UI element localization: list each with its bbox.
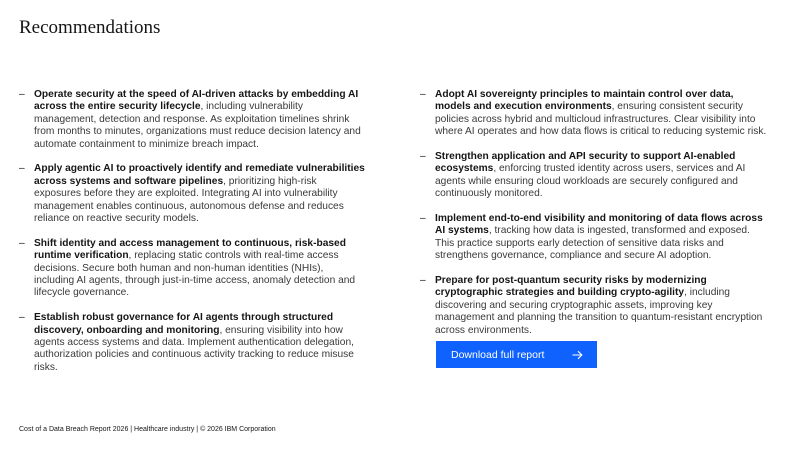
recommendation-item bbox=[420, 151, 768, 201]
recommendation-body: , ensuring visibility into how agents access systems and data. Implement authentication delegation, authorization policies and continuous activity tracking to reduce misuse risks. bbox=[34, 324, 354, 373]
recommendation-item bbox=[420, 89, 768, 139]
page-title: Recommendations bbox=[19, 17, 161, 38]
page-footer: Cost of a Data Breach Report 2026 | Healthcare industry | © 2026 IBM Corporation bbox=[19, 426, 276, 433]
recommendation-item bbox=[19, 238, 365, 300]
recommendation-lead: Adopt AI sovereignty principles to maintain control over data, models and execution environments bbox=[435, 89, 734, 113]
recommendation-item bbox=[19, 89, 365, 151]
dash-bullet: – bbox=[420, 151, 426, 163]
recommendation-body: , including vulnerability management, detection and response. As exploitation timelines shrink from months to minutes, organizations must reduce decision latency and automate containment to minimize breach impact. bbox=[34, 101, 361, 150]
recommendation-lead: Strengthen application and API security to support AI-enabled ecosystems bbox=[435, 151, 736, 175]
recommendation-body: , tracking how data is ingested, transformed and exposed. This practice supports early detection of sensitive data risks and strengthens governance, compliance and secure AI adoption. bbox=[435, 225, 750, 262]
recommendation-lead: Prepare for post-quantum security risks by modernizing cryptographic strategies and building crypto-agility bbox=[435, 275, 707, 299]
recommendation-lead: Shift identity and access management to continuous, risk-based runtime verification bbox=[34, 237, 346, 262]
recommendation-item bbox=[420, 275, 768, 337]
download-report-button[interactable] bbox=[436, 341, 597, 368]
recommendation-item bbox=[19, 163, 365, 225]
dash-bullet: – bbox=[19, 163, 25, 175]
recommendation-body: , prioritizing high-risk exposures before they are exploited. Integrating AI into vulnerability management enables continuous, autonomous defense and reduces reliance on reactive security models. bbox=[34, 175, 344, 225]
recommendation-lead: Operate security at the speed of AI-driven attacks by embedding AI across the entire security lifecycle bbox=[34, 89, 359, 113]
recommendations-left-column bbox=[19, 89, 365, 387]
download-button-label: Download full report bbox=[451, 348, 545, 361]
dash-bullet: – bbox=[420, 275, 426, 287]
recommendations-right-column bbox=[420, 89, 768, 349]
recommendation-body: , enforcing trusted identity across users, services and AI agents while ensuring cloud workloads are securely configured and continuously monitored. bbox=[435, 163, 746, 200]
recommendation-item bbox=[420, 213, 768, 263]
dash-bullet: – bbox=[420, 89, 426, 100]
dash-bullet: – bbox=[19, 89, 25, 100]
dash-bullet: – bbox=[19, 237, 25, 249]
arrow-right-icon bbox=[572, 350, 583, 360]
recommendation-lead: Apply agentic AI to proactively identify and remediate vulnerabilities across systems and software pipelines bbox=[34, 163, 365, 187]
recommendation-body: , ensuring consistent security policies across hybrid and multicloud infrastructures. Clear visibility into where AI operates and how data flows is critical to reducing systemic risk. bbox=[435, 101, 767, 138]
recommendation-lead: Implement end-to-end visibility and monitoring of data flows across AI systems bbox=[435, 213, 763, 237]
recommendation-body: , replacing static controls with real-time access decisions. Secure both human and non-human identities (NHIs), including AI agents, through just-in-time access, anomaly detection and lifecycle governance. bbox=[34, 250, 356, 299]
recommendation-body: , including discovering and securing cryptographic assets, improving key management and planning the transition to quantum-resistant encryption across environments. bbox=[435, 287, 763, 336]
recommendation-item bbox=[19, 312, 365, 374]
dash-bullet: – bbox=[19, 312, 25, 324]
recommendation-lead: Establish robust governance for AI agents through structured discovery, onboarding and monitoring bbox=[34, 312, 334, 336]
dash-bullet: – bbox=[420, 213, 426, 225]
